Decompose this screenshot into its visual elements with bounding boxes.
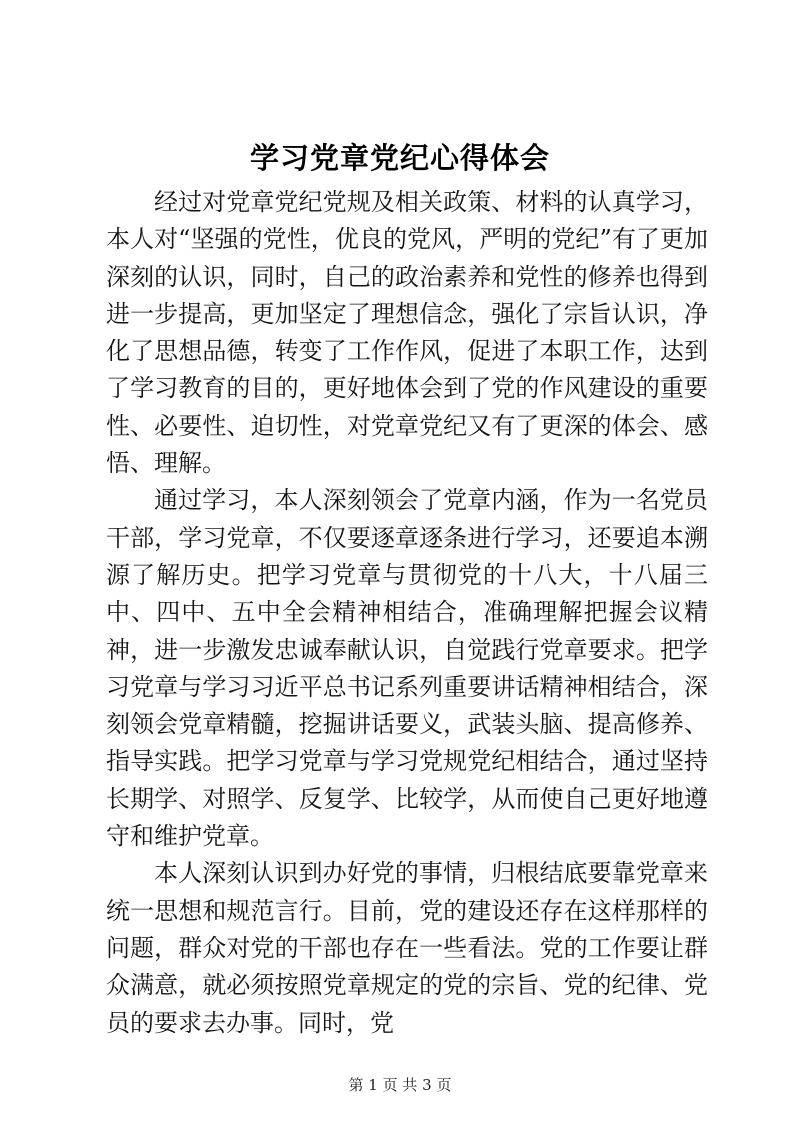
page-footer: 第 1 页 共 3 页 [348, 1076, 452, 1094]
paragraph-3: 本人深刻认识到办好党的事情，归根结底要靠党章来统一思想和规范言行。目前，党的建设还存在这样那样的问题，群众对党的干部也存在一些看法。党的工作要让群众满意，就必须按照党章规定的党的宗旨、党的纪律、党员的要求去办事。同时，党 [106, 859, 708, 1037]
paragraph-2: 通过学习，本人深刻领会了党章内涵，作为一名党员干部，学习党章，不仅要逐章逐条进行学习，还要追本溯源了解历史。把学习党章与贯彻党的十八大，十八届三中、四中、五中全会精神相结合，准确理解把握会议精神，进一步激发忠诚奉献认识，自觉践行党章要求。把学习党章与学习习近平总书记系列重要讲话精神相结合，深刻领会党章精髓，挖掘讲话要义，武装头脑、提高修养、指导实践。把学习党章与学习党规党纪相结合，通过坚持长期学、对照学、反复学、比较学，从而使自己更好地遵守和维护党章。 [106, 486, 708, 851]
document-title: 学习党章党纪心得体会 [249, 141, 550, 175]
paragraph-1: 经过对党章党纪党规及相关政策、材料的认真学习，本人对“坚强的党性，优良的党风，严明的党纪”有了更加深刻的认识，同时，自己的政治素养和党性的修养也得到进一步提高，更加坚定了理想信念，强化了宗旨认识，净化了思想品德，转变了工作作风，促进了本职工作，达到了学习教育的目的，更好地体会到了党的作风建设的重要性、必要性、迫切性，对党章党纪又有了更深的体会、感悟、理解。 [106, 188, 708, 478]
document-body [106, 184, 708, 1042]
